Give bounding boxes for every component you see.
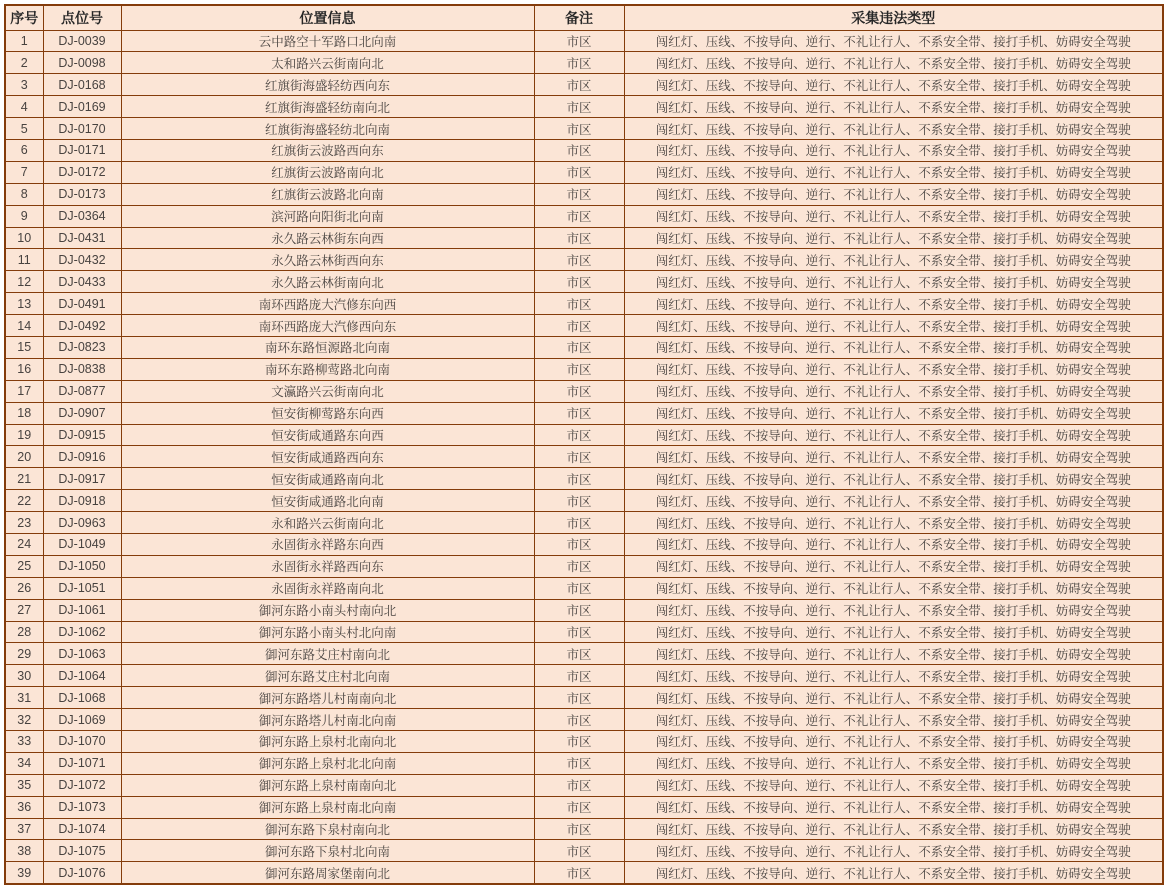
table-row	[5, 512, 1163, 534]
table-row	[5, 796, 1163, 818]
cell-index: 34	[5, 752, 43, 774]
cell-remark: 市区	[534, 161, 624, 183]
cell-location: 永久路云林街西向东	[121, 249, 534, 271]
cell-location: 御河东路小南头村北向南	[121, 621, 534, 643]
cell-remark: 市区	[534, 468, 624, 490]
cell-point-id: DJ-1062	[43, 621, 121, 643]
cell-violations: 闯红灯、压线、不按导向、逆行、不礼让行人、不系安全带、接打手机、妨碍安全驾驶	[624, 139, 1163, 161]
table-row	[5, 774, 1163, 796]
cell-location: 云中路空十军路口北向南	[121, 30, 534, 52]
table-row	[5, 687, 1163, 709]
cell-remark: 市区	[534, 446, 624, 468]
cell-location: 红旗街云波路西向东	[121, 139, 534, 161]
cell-remark: 市区	[534, 249, 624, 271]
cell-location: 御河东路艾庄村南向北	[121, 643, 534, 665]
table-row	[5, 205, 1163, 227]
column-header-point-id: 点位号	[43, 5, 121, 30]
cell-location: 红旗街海盛轻纺西向东	[121, 74, 534, 96]
cell-remark: 市区	[534, 599, 624, 621]
cell-point-id: DJ-0433	[43, 271, 121, 293]
cell-remark: 市区	[534, 818, 624, 840]
cell-violations: 闯红灯、压线、不按导向、逆行、不礼让行人、不系安全带、接打手机、妨碍安全驾驶	[624, 862, 1163, 884]
table-row	[5, 336, 1163, 358]
cell-remark: 市区	[534, 512, 624, 534]
cell-point-id: DJ-1070	[43, 731, 121, 753]
cell-remark: 市区	[534, 643, 624, 665]
cell-point-id: DJ-0098	[43, 52, 121, 74]
cell-location: 永固街永祥路西向东	[121, 555, 534, 577]
cell-location: 永久路云林街东向西	[121, 227, 534, 249]
cell-location: 恒安街咸通路东向西	[121, 424, 534, 446]
cell-remark: 市区	[534, 862, 624, 884]
cell-remark: 市区	[534, 30, 624, 52]
table-row	[5, 840, 1163, 862]
table-row	[5, 161, 1163, 183]
cell-point-id: DJ-0170	[43, 118, 121, 140]
cell-point-id: DJ-0492	[43, 315, 121, 337]
cell-point-id: DJ-0823	[43, 336, 121, 358]
cell-violations: 闯红灯、压线、不按导向、逆行、不礼让行人、不系安全带、接打手机、妨碍安全驾驶	[624, 796, 1163, 818]
cell-violations: 闯红灯、压线、不按导向、逆行、不礼让行人、不系安全带、接打手机、妨碍安全驾驶	[624, 643, 1163, 665]
cell-location: 恒安街咸通路西向东	[121, 446, 534, 468]
cell-violations: 闯红灯、压线、不按导向、逆行、不礼让行人、不系安全带、接打手机、妨碍安全驾驶	[624, 512, 1163, 534]
table-row	[5, 599, 1163, 621]
cell-point-id: DJ-0963	[43, 512, 121, 534]
cell-violations: 闯红灯、压线、不按导向、逆行、不礼让行人、不系安全带、接打手机、妨碍安全驾驶	[624, 402, 1163, 424]
table-row	[5, 818, 1163, 840]
cell-remark: 市区	[534, 74, 624, 96]
cell-violations: 闯红灯、压线、不按导向、逆行、不礼让行人、不系安全带、接打手机、妨碍安全驾驶	[624, 490, 1163, 512]
cell-point-id: DJ-0431	[43, 227, 121, 249]
cell-location: 御河东路下泉村南向北	[121, 818, 534, 840]
cell-index: 1	[5, 30, 43, 52]
cell-index: 16	[5, 358, 43, 380]
cell-index: 32	[5, 709, 43, 731]
cell-remark: 市区	[534, 402, 624, 424]
cell-point-id: DJ-0877	[43, 380, 121, 402]
cell-index: 13	[5, 293, 43, 315]
cell-index: 25	[5, 555, 43, 577]
cell-index: 3	[5, 74, 43, 96]
cell-remark: 市区	[534, 774, 624, 796]
cell-violations: 闯红灯、压线、不按导向、逆行、不礼让行人、不系安全带、接打手机、妨碍安全驾驶	[624, 74, 1163, 96]
cell-location: 滨河路向阳街北向南	[121, 205, 534, 227]
table-row	[5, 96, 1163, 118]
table-body	[5, 30, 1163, 884]
cell-location: 御河东路上泉村北南向北	[121, 731, 534, 753]
table-row	[5, 709, 1163, 731]
cell-point-id: DJ-0916	[43, 446, 121, 468]
cell-location: 御河东路小南头村南向北	[121, 599, 534, 621]
table-row	[5, 555, 1163, 577]
cell-location: 文瀛路兴云街南向北	[121, 380, 534, 402]
cell-index: 22	[5, 490, 43, 512]
cell-remark: 市区	[534, 490, 624, 512]
cell-point-id: DJ-0364	[43, 205, 121, 227]
cell-violations: 闯红灯、压线、不按导向、逆行、不礼让行人、不系安全带、接打手机、妨碍安全驾驶	[624, 446, 1163, 468]
table-row	[5, 446, 1163, 468]
cell-violations: 闯红灯、压线、不按导向、逆行、不礼让行人、不系安全带、接打手机、妨碍安全驾驶	[624, 315, 1163, 337]
cell-point-id: DJ-1061	[43, 599, 121, 621]
cell-violations: 闯红灯、压线、不按导向、逆行、不礼让行人、不系安全带、接打手机、妨碍安全驾驶	[624, 293, 1163, 315]
cell-point-id: DJ-1049	[43, 533, 121, 555]
cell-location: 恒安街咸通路北向南	[121, 490, 534, 512]
table-row	[5, 533, 1163, 555]
cell-remark: 市区	[534, 96, 624, 118]
cell-violations: 闯红灯、压线、不按导向、逆行、不礼让行人、不系安全带、接打手机、妨碍安全驾驶	[624, 599, 1163, 621]
cell-remark: 市区	[534, 621, 624, 643]
cell-violations: 闯红灯、压线、不按导向、逆行、不礼让行人、不系安全带、接打手机、妨碍安全驾驶	[624, 687, 1163, 709]
cell-violations: 闯红灯、压线、不按导向、逆行、不礼让行人、不系安全带、接打手机、妨碍安全驾驶	[624, 533, 1163, 555]
cell-index: 15	[5, 336, 43, 358]
cell-point-id: DJ-0491	[43, 293, 121, 315]
table-row	[5, 118, 1163, 140]
cell-remark: 市区	[534, 840, 624, 862]
cell-point-id: DJ-1050	[43, 555, 121, 577]
cell-violations: 闯红灯、压线、不按导向、逆行、不礼让行人、不系安全带、接打手机、妨碍安全驾驶	[624, 468, 1163, 490]
column-header-violations: 采集违法类型	[624, 5, 1163, 30]
table-row	[5, 424, 1163, 446]
cell-location: 南环东路恒源路北向南	[121, 336, 534, 358]
cell-index: 30	[5, 665, 43, 687]
table-row	[5, 752, 1163, 774]
cell-point-id: DJ-1064	[43, 665, 121, 687]
cell-index: 7	[5, 161, 43, 183]
cell-location: 御河东路下泉村北向南	[121, 840, 534, 862]
cell-remark: 市区	[534, 271, 624, 293]
cell-location: 南环西路庞大汽修东向西	[121, 293, 534, 315]
cell-index: 2	[5, 52, 43, 74]
cell-point-id: DJ-1071	[43, 752, 121, 774]
table-row	[5, 380, 1163, 402]
cell-point-id: DJ-0907	[43, 402, 121, 424]
cell-index: 9	[5, 205, 43, 227]
table-row	[5, 358, 1163, 380]
camera-points-table	[4, 4, 1164, 885]
cell-violations: 闯红灯、压线、不按导向、逆行、不礼让行人、不系安全带、接打手机、妨碍安全驾驶	[624, 424, 1163, 446]
cell-location: 太和路兴云街南向北	[121, 52, 534, 74]
cell-violations: 闯红灯、压线、不按导向、逆行、不礼让行人、不系安全带、接打手机、妨碍安全驾驶	[624, 752, 1163, 774]
cell-remark: 市区	[534, 796, 624, 818]
table-row	[5, 271, 1163, 293]
cell-index: 14	[5, 315, 43, 337]
table-row	[5, 293, 1163, 315]
cell-remark: 市区	[534, 52, 624, 74]
cell-index: 20	[5, 446, 43, 468]
table-row	[5, 315, 1163, 337]
cell-remark: 市区	[534, 555, 624, 577]
cell-index: 37	[5, 818, 43, 840]
cell-location: 永固街永祥路东向西	[121, 533, 534, 555]
cell-remark: 市区	[534, 293, 624, 315]
cell-violations: 闯红灯、压线、不按导向、逆行、不礼让行人、不系安全带、接打手机、妨碍安全驾驶	[624, 271, 1163, 293]
cell-index: 21	[5, 468, 43, 490]
cell-point-id: DJ-1051	[43, 577, 121, 599]
cell-index: 5	[5, 118, 43, 140]
cell-remark: 市区	[534, 687, 624, 709]
cell-violations: 闯红灯、压线、不按导向、逆行、不礼让行人、不系安全带、接打手机、妨碍安全驾驶	[624, 818, 1163, 840]
cell-location: 永固街永祥路南向北	[121, 577, 534, 599]
table-row	[5, 643, 1163, 665]
cell-location: 御河东路塔儿村南南向北	[121, 687, 534, 709]
cell-remark: 市区	[534, 139, 624, 161]
cell-index: 11	[5, 249, 43, 271]
table-row	[5, 402, 1163, 424]
cell-index: 4	[5, 96, 43, 118]
cell-violations: 闯红灯、压线、不按导向、逆行、不礼让行人、不系安全带、接打手机、妨碍安全驾驶	[624, 380, 1163, 402]
cell-index: 36	[5, 796, 43, 818]
cell-violations: 闯红灯、压线、不按导向、逆行、不礼让行人、不系安全带、接打手机、妨碍安全驾驶	[624, 358, 1163, 380]
cell-point-id: DJ-0917	[43, 468, 121, 490]
cell-index: 33	[5, 731, 43, 753]
cell-index: 23	[5, 512, 43, 534]
cell-violations: 闯红灯、压线、不按导向、逆行、不礼让行人、不系安全带、接打手机、妨碍安全驾驶	[624, 30, 1163, 52]
cell-violations: 闯红灯、压线、不按导向、逆行、不礼让行人、不系安全带、接打手机、妨碍安全驾驶	[624, 118, 1163, 140]
cell-remark: 市区	[534, 424, 624, 446]
cell-violations: 闯红灯、压线、不按导向、逆行、不礼让行人、不系安全带、接打手机、妨碍安全驾驶	[624, 96, 1163, 118]
table-row	[5, 862, 1163, 884]
cell-index: 39	[5, 862, 43, 884]
cell-remark: 市区	[534, 315, 624, 337]
cell-point-id: DJ-0169	[43, 96, 121, 118]
cell-location: 恒安街咸通路南向北	[121, 468, 534, 490]
cell-point-id: DJ-1074	[43, 818, 121, 840]
cell-point-id: DJ-1072	[43, 774, 121, 796]
cell-point-id: DJ-0918	[43, 490, 121, 512]
cell-location: 恒安街柳莺路东向西	[121, 402, 534, 424]
cell-violations: 闯红灯、压线、不按导向、逆行、不礼让行人、不系安全带、接打手机、妨碍安全驾驶	[624, 840, 1163, 862]
cell-remark: 市区	[534, 118, 624, 140]
table-row	[5, 52, 1163, 74]
cell-point-id: DJ-0432	[43, 249, 121, 271]
cell-remark: 市区	[534, 336, 624, 358]
cell-index: 35	[5, 774, 43, 796]
cell-violations: 闯红灯、压线、不按导向、逆行、不礼让行人、不系安全带、接打手机、妨碍安全驾驶	[624, 336, 1163, 358]
table-row	[5, 468, 1163, 490]
cell-violations: 闯红灯、压线、不按导向、逆行、不礼让行人、不系安全带、接打手机、妨碍安全驾驶	[624, 665, 1163, 687]
cell-location: 红旗街云波路南向北	[121, 161, 534, 183]
table-row	[5, 183, 1163, 205]
cell-remark: 市区	[534, 227, 624, 249]
column-header-remark: 备注	[534, 5, 624, 30]
cell-point-id: DJ-1073	[43, 796, 121, 818]
cell-location: 御河东路周家堡南向北	[121, 862, 534, 884]
cell-point-id: DJ-1063	[43, 643, 121, 665]
cell-violations: 闯红灯、压线、不按导向、逆行、不礼让行人、不系安全带、接打手机、妨碍安全驾驶	[624, 709, 1163, 731]
cell-point-id: DJ-1076	[43, 862, 121, 884]
cell-location: 南环东路柳莺路北向南	[121, 358, 534, 380]
cell-violations: 闯红灯、压线、不按导向、逆行、不礼让行人、不系安全带、接打手机、妨碍安全驾驶	[624, 205, 1163, 227]
column-header-index: 序号	[5, 5, 43, 30]
cell-point-id: DJ-0039	[43, 30, 121, 52]
cell-index: 26	[5, 577, 43, 599]
cell-location: 红旗街海盛轻纺南向北	[121, 96, 534, 118]
table-row	[5, 731, 1163, 753]
table-header-row	[5, 5, 1163, 30]
cell-index: 29	[5, 643, 43, 665]
cell-violations: 闯红灯、压线、不按导向、逆行、不礼让行人、不系安全带、接打手机、妨碍安全驾驶	[624, 249, 1163, 271]
cell-index: 38	[5, 840, 43, 862]
cell-violations: 闯红灯、压线、不按导向、逆行、不礼让行人、不系安全带、接打手机、妨碍安全驾驶	[624, 183, 1163, 205]
cell-index: 17	[5, 380, 43, 402]
cell-point-id: DJ-0838	[43, 358, 121, 380]
cell-point-id: DJ-1075	[43, 840, 121, 862]
table-row	[5, 621, 1163, 643]
table-row	[5, 577, 1163, 599]
cell-location: 御河东路上泉村北北向南	[121, 752, 534, 774]
table-row	[5, 74, 1163, 96]
cell-index: 18	[5, 402, 43, 424]
cell-index: 19	[5, 424, 43, 446]
cell-point-id: DJ-0915	[43, 424, 121, 446]
cell-violations: 闯红灯、压线、不按导向、逆行、不礼让行人、不系安全带、接打手机、妨碍安全驾驶	[624, 621, 1163, 643]
cell-location: 御河东路上泉村南南向北	[121, 774, 534, 796]
cell-index: 27	[5, 599, 43, 621]
cell-violations: 闯红灯、压线、不按导向、逆行、不礼让行人、不系安全带、接打手机、妨碍安全驾驶	[624, 731, 1163, 753]
cell-remark: 市区	[534, 577, 624, 599]
cell-point-id: DJ-0168	[43, 74, 121, 96]
cell-violations: 闯红灯、压线、不按导向、逆行、不礼让行人、不系安全带、接打手机、妨碍安全驾驶	[624, 227, 1163, 249]
cell-remark: 市区	[534, 731, 624, 753]
cell-index: 31	[5, 687, 43, 709]
cell-remark: 市区	[534, 380, 624, 402]
table-row	[5, 139, 1163, 161]
table-row	[5, 227, 1163, 249]
cell-index: 12	[5, 271, 43, 293]
cell-violations: 闯红灯、压线、不按导向、逆行、不礼让行人、不系安全带、接打手机、妨碍安全驾驶	[624, 52, 1163, 74]
table-row	[5, 665, 1163, 687]
cell-point-id: DJ-0173	[43, 183, 121, 205]
cell-point-id: DJ-0172	[43, 161, 121, 183]
cell-index: 10	[5, 227, 43, 249]
cell-violations: 闯红灯、压线、不按导向、逆行、不礼让行人、不系安全带、接打手机、妨碍安全驾驶	[624, 577, 1163, 599]
table-row	[5, 249, 1163, 271]
cell-remark: 市区	[534, 665, 624, 687]
cell-location: 御河东路上泉村南北向南	[121, 796, 534, 818]
cell-location: 永久路云林街南向北	[121, 271, 534, 293]
cell-remark: 市区	[534, 358, 624, 380]
cell-location: 永和路兴云街南向北	[121, 512, 534, 534]
cell-remark: 市区	[534, 752, 624, 774]
cell-remark: 市区	[534, 709, 624, 731]
cell-location: 南环西路庞大汽修西向东	[121, 315, 534, 337]
cell-violations: 闯红灯、压线、不按导向、逆行、不礼让行人、不系安全带、接打手机、妨碍安全驾驶	[624, 161, 1163, 183]
cell-location: 御河东路塔儿村南北向南	[121, 709, 534, 731]
cell-remark: 市区	[534, 183, 624, 205]
table-row	[5, 30, 1163, 52]
cell-point-id: DJ-0171	[43, 139, 121, 161]
cell-location: 红旗街云波路北向南	[121, 183, 534, 205]
cell-violations: 闯红灯、压线、不按导向、逆行、不礼让行人、不系安全带、接打手机、妨碍安全驾驶	[624, 555, 1163, 577]
cell-index: 8	[5, 183, 43, 205]
cell-index: 24	[5, 533, 43, 555]
cell-violations: 闯红灯、压线、不按导向、逆行、不礼让行人、不系安全带、接打手机、妨碍安全驾驶	[624, 774, 1163, 796]
column-header-location: 位置信息	[121, 5, 534, 30]
cell-point-id: DJ-1069	[43, 709, 121, 731]
cell-index: 6	[5, 139, 43, 161]
cell-point-id: DJ-1068	[43, 687, 121, 709]
cell-remark: 市区	[534, 533, 624, 555]
cell-index: 28	[5, 621, 43, 643]
cell-location: 红旗街海盛轻纺北向南	[121, 118, 534, 140]
table-row	[5, 490, 1163, 512]
cell-remark: 市区	[534, 205, 624, 227]
cell-location: 御河东路艾庄村北向南	[121, 665, 534, 687]
